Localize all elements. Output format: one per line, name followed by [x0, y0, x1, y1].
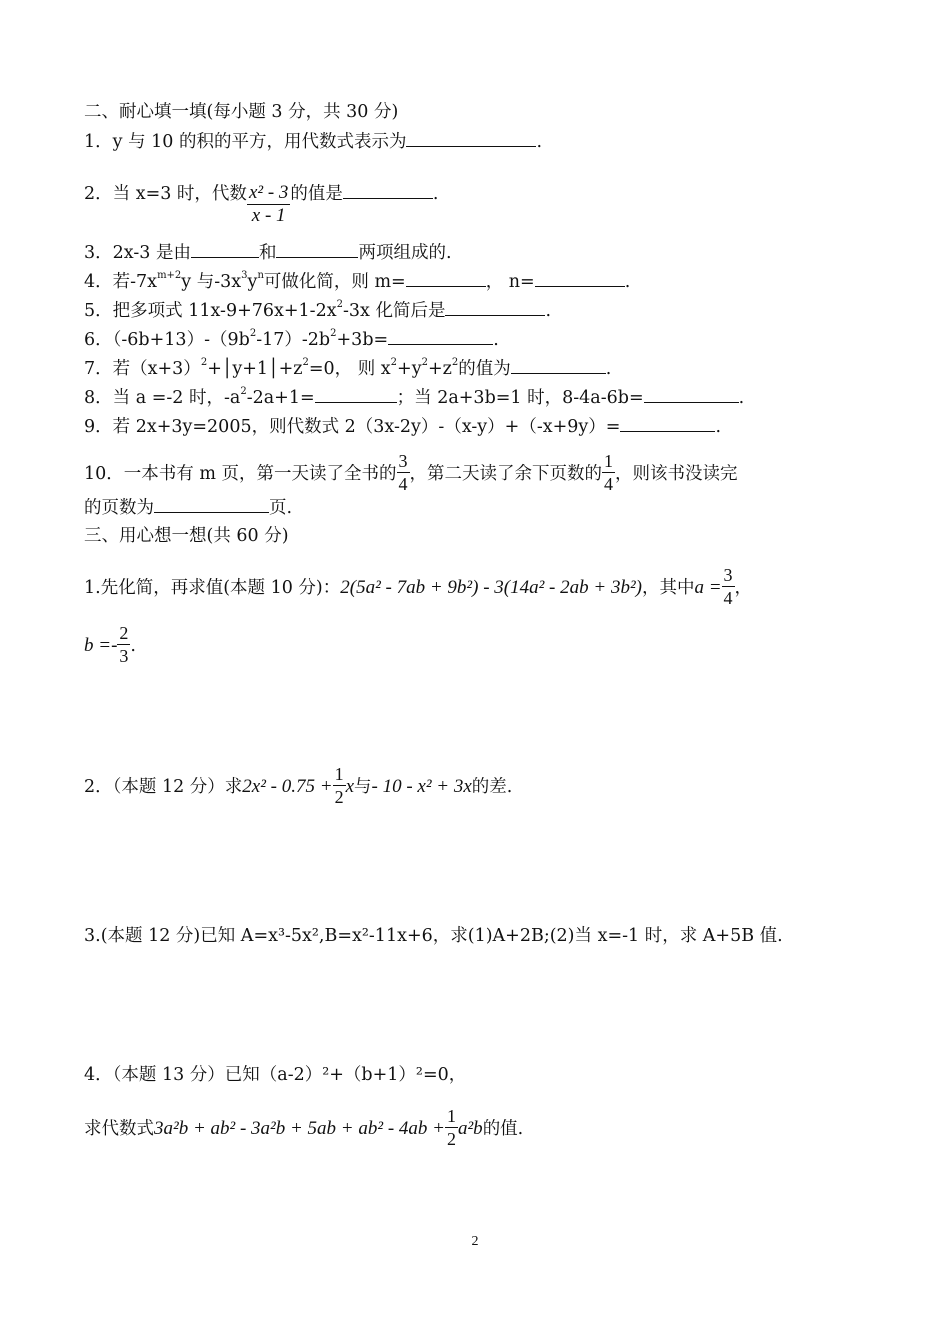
q4-blank-n[interactable] — [535, 269, 625, 287]
p4-text-post: 的值. — [482, 1119, 524, 1139]
p1-b-num: 2 — [119, 623, 129, 643]
p4-text: 求代数式 — [84, 1119, 154, 1139]
p1-comma: ， — [734, 578, 753, 598]
problem-2 — [84, 765, 512, 810]
p2-expression-3: - 10 - x² + 3x — [371, 776, 472, 797]
p1-b-den: 3 — [119, 646, 129, 666]
question-6 — [84, 327, 499, 352]
q10-text: 10．一本书有 m 页，第一天读了全书的 — [84, 464, 397, 484]
q10-fraction-2-num: 1 — [604, 451, 613, 471]
q4-blank-m[interactable] — [406, 269, 486, 287]
p4-fraction — [445, 1105, 458, 1150]
q10-fraction-1 — [397, 450, 410, 495]
q5-text-post: -3x 化简后是 — [342, 301, 446, 321]
p4-expression: 3a²b + ab² - 3a²b + 5ab + ab² - 4ab + — [154, 1118, 445, 1139]
q10-fraction-2 — [602, 450, 615, 495]
q7-text-2: +│y+1│+z — [207, 359, 303, 379]
q1-answer-blank[interactable] — [406, 129, 536, 147]
p2-text-mid: 与 — [354, 777, 372, 797]
q6-sup-1: 2 — [249, 328, 257, 339]
q8-end: . — [738, 388, 745, 408]
q6-sup-2: 2 — [330, 328, 337, 339]
p4-fraction-den: 2 — [446, 1129, 456, 1149]
q3-blank-2[interactable] — [276, 240, 358, 258]
q5-sup: 2 — [336, 299, 343, 310]
p4-fraction-num: 1 — [446, 1106, 456, 1126]
q10-fraction-1-den: 4 — [398, 474, 408, 494]
q2-fraction — [247, 182, 290, 227]
q8-text-2: -2a+1= — [246, 388, 315, 408]
p1-a-fraction — [722, 564, 735, 609]
p2-text-post: 的差. — [471, 777, 513, 797]
q3-text: 3．2x-3 是由 — [84, 243, 191, 263]
q7-text-6: 的值为 — [458, 359, 511, 379]
section2-heading: 二、耐心填一填(每小题 3 分，共 30 分) — [84, 102, 399, 122]
p2-expression-2: x — [345, 776, 354, 797]
q4-end: . — [624, 272, 631, 292]
q6-text-2: -17）-2b — [256, 330, 331, 350]
p1-b-var: b =- — [84, 635, 118, 656]
question-10-line-2 — [84, 495, 292, 520]
q4-sup-2: 3 — [241, 270, 248, 281]
q10-text-post: ，则该书没读完 — [615, 464, 738, 484]
q6-answer-blank[interactable] — [388, 327, 493, 345]
q6-text: 6．（-6b+13）-（9b — [84, 330, 250, 350]
q2-end: . — [432, 184, 439, 204]
q10-fraction-1-num: 3 — [398, 451, 408, 471]
q8-sup-1: 2 — [240, 386, 247, 397]
q4-text: 4．若-7x — [84, 272, 158, 292]
q2-text: 2．当 x=3 时，代数 — [84, 184, 247, 204]
p2-fraction-num: 1 — [334, 764, 344, 784]
q5-text: 5．把多项式 11x-9+76x+1-2x — [84, 301, 337, 321]
q8-blank-1[interactable] — [315, 385, 397, 403]
q3-text-post: 两项组成的. — [358, 243, 452, 263]
q7-sup-3: 2 — [390, 357, 398, 368]
q1-end: . — [536, 132, 543, 152]
page-number: 2 — [471, 1234, 479, 1249]
q7-text: 7．若（x+3） — [84, 359, 201, 379]
q4-text-5: ， n= — [485, 272, 535, 292]
q3-blank-1[interactable] — [191, 240, 259, 258]
question-7 — [84, 356, 611, 381]
q1-text: 1．y 与 10 的积的平方，用代数式表示为 — [84, 132, 407, 152]
p2-text: 2．（本题 12 分）求 — [84, 777, 243, 797]
question-8 — [84, 385, 744, 410]
q4-text-3: y — [247, 272, 258, 292]
q10-answer-blank[interactable] — [154, 495, 269, 513]
q4-text-2: y 与-3x — [181, 272, 242, 292]
question-4 — [84, 269, 630, 294]
question-3 — [84, 240, 452, 265]
question-5 — [84, 298, 551, 323]
q10-line2-text: 的页数为 — [84, 498, 154, 518]
problem-1 — [84, 566, 752, 611]
p4-expression-2: a²b — [457, 1118, 483, 1139]
p2-fraction-den: 2 — [334, 787, 344, 807]
q7-sup-2: 2 — [302, 357, 309, 368]
question-2 — [84, 172, 439, 226]
p1-expression: 2(5a² - 7ab + 9b²) - 3(14a² - 2ab + 3b²) — [340, 577, 642, 598]
problem-1-line-2 — [84, 624, 136, 669]
q9-end: . — [715, 417, 722, 437]
q4-text-4: 可做化简，则 m= — [263, 272, 406, 292]
q8-blank-2[interactable] — [644, 385, 739, 403]
question-1 — [84, 129, 542, 154]
q6-text-3: +3b= — [336, 330, 389, 350]
q7-answer-blank[interactable] — [511, 356, 606, 374]
q7-sup-4: 2 — [421, 357, 428, 368]
q5-answer-blank[interactable] — [445, 298, 545, 316]
q7-text-5: +z — [427, 359, 452, 379]
problem-4: 4．（本题 13 分）已知（a-2）²+（b+1）²=0， — [84, 1065, 467, 1085]
section3-heading: 三、用心想一想(共 60 分) — [84, 526, 289, 546]
q9-text: 9．若 2x+3y=2005，则代数式 2（3x-2y）-（x-y）+（-x+9y）= — [84, 417, 621, 437]
q10-text-mid: ，第二天读了余下页数的 — [409, 464, 602, 484]
q5-end: . — [545, 301, 552, 321]
p1-end: . — [130, 636, 136, 656]
q2-denominator: x - 1 — [251, 205, 286, 226]
p2-expression-1: 2x² - 0.75 + — [242, 776, 333, 797]
q7-sup-1: 2 — [200, 357, 208, 368]
q10-fraction-2-den: 4 — [604, 474, 613, 494]
q7-text-3: =0， 则 x — [308, 359, 391, 379]
q8-text-3: ；当 2a+3b=1 时，8-4a-6b= — [396, 388, 644, 408]
p2-fraction — [333, 763, 346, 808]
q10-end: 页. — [269, 498, 293, 518]
q6-end: . — [493, 330, 499, 350]
p1-b-fraction — [117, 622, 130, 667]
q7-sup-5: 2 — [451, 357, 459, 368]
q8-text: 8．当 a =-2 时，-a — [84, 388, 241, 408]
q4-sup-1: m+2 — [157, 270, 182, 281]
q7-text-4: +y — [397, 359, 422, 379]
q2-answer-blank[interactable] — [343, 181, 433, 199]
p1-a-num: 3 — [723, 565, 733, 585]
question-9 — [84, 414, 721, 439]
q2-text-post: 的值是 — [290, 184, 343, 204]
q2-numerator: x² - 3 — [248, 182, 289, 203]
p1-text-mid: ，其中 — [641, 578, 695, 598]
q7-end: . — [605, 359, 612, 379]
q4-sup-3: n — [257, 270, 264, 281]
p1-a-var: a = — [694, 577, 722, 598]
p1-a-den: 4 — [723, 588, 733, 608]
problem-3: 3.(本题 12 分)已知 A=x³-5x²,B=x²-11x+6，求(1)A+2B;(2)当 x=-1 时，求 A+5B 值. — [84, 926, 783, 946]
problem-4-line-2 — [84, 1107, 523, 1152]
question-10 — [84, 452, 738, 497]
p1-text: 1.先化简，再求值(本题 10 分)： — [84, 578, 341, 598]
q3-text-mid: 和 — [258, 243, 277, 263]
q9-answer-blank[interactable] — [620, 414, 715, 432]
